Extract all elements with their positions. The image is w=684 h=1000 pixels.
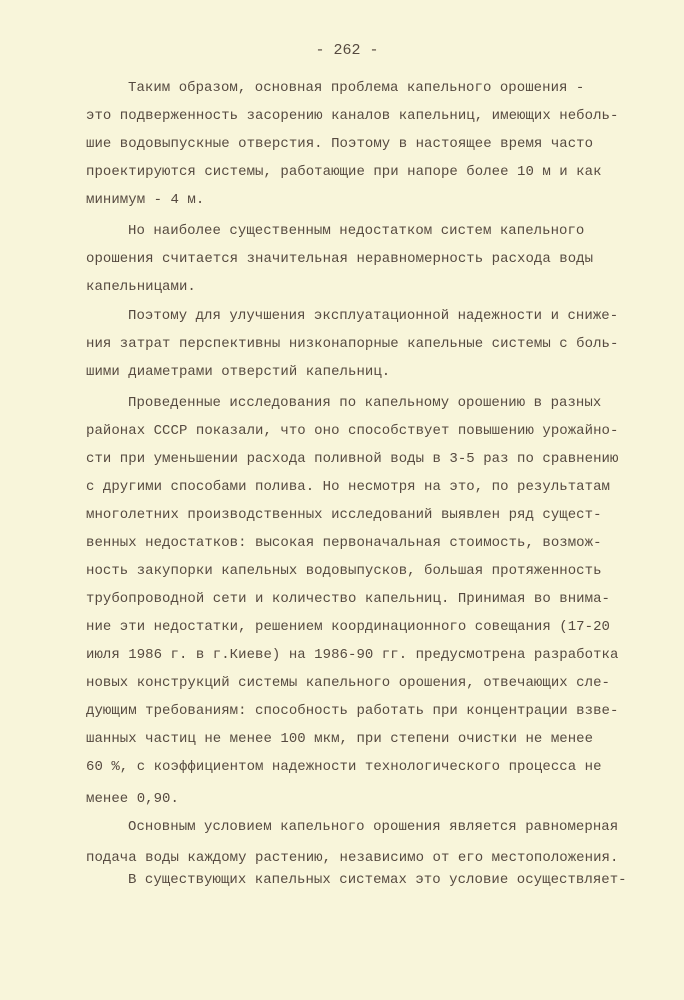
text-line: В существующих капельных системах это условие осуществляет- [128, 872, 627, 889]
text-line: трубопроводной сети и количество капельниц. Принимая во внима- [86, 591, 610, 607]
text-line: ния затрат перспективны низконапорные капельные системы с боль- [86, 336, 619, 352]
text-line: Основным условием капельного орошения является равномерная [128, 819, 619, 835]
text-line: с другими способами полива. Но несмотря на это, по результатам [86, 479, 610, 495]
text-line: Проведенные исследования по капельному орошению в разных [128, 395, 602, 411]
text-line: венных недостатков: высокая первоначальная стоимость, возмож- [86, 535, 602, 551]
text-line: Поэтому для улучшения эксплуатационной надежности и сниже- [128, 308, 619, 324]
text-line: многолетних производственных исследований выявлен ряд сущест- [86, 507, 602, 523]
text-line: сти при уменьшении расхода поливной воды в 3-5 раз по сравнению [86, 451, 619, 467]
text-line: ность закупорки капельных водовыпусков, большая протяженность [86, 563, 602, 579]
text-line: минимум - 4 м. [86, 192, 205, 208]
text-line: проектируются системы, работающие при напоре более 10 м и как [86, 164, 602, 180]
text-line: ние эти недостатки, решением координационного совещания (17-20 [86, 619, 610, 635]
text-line: шие водовыпускные отверстия. Поэтому в настоящее время часто [86, 136, 594, 152]
text-line: июля 1986 г. в г.Киеве) на 1986-90 гг. предусмотрена разработка [86, 647, 619, 663]
text-line: районах СССР показали, что оно способствует повышению урожайно- [86, 423, 619, 439]
text-line: шими диаметрами отверстий капельниц. [86, 364, 391, 380]
text-line: орошения считается значительная неравномерность расхода воды [86, 251, 594, 267]
text-line: шанных частиц не менее 100 мкм, при степени очистки не менее [86, 731, 594, 747]
text-line: это подверженность засорению каналов капельниц, имеющих неболь- [86, 108, 619, 124]
text-line: менее 0,90. [86, 791, 179, 807]
text-line: капельницами. [86, 279, 196, 295]
text-line: подача воды каждому растению, независимо от его местоположения. [86, 850, 619, 866]
text-line: новых конструкций системы капельного орошения, отвечающих сле- [86, 675, 610, 691]
text-line: дующим требованиям: способность работать при концентрации взве- [86, 703, 619, 719]
page-number: - 262 - [315, 42, 379, 59]
text-line: Таким образом, основная проблема капельного орошения - [128, 80, 585, 96]
text-line: 60 %, с коэффициентом надежности технологического процесса не [86, 759, 602, 775]
text-line: Но наиболее существенным недостатком систем капельного [128, 223, 585, 239]
